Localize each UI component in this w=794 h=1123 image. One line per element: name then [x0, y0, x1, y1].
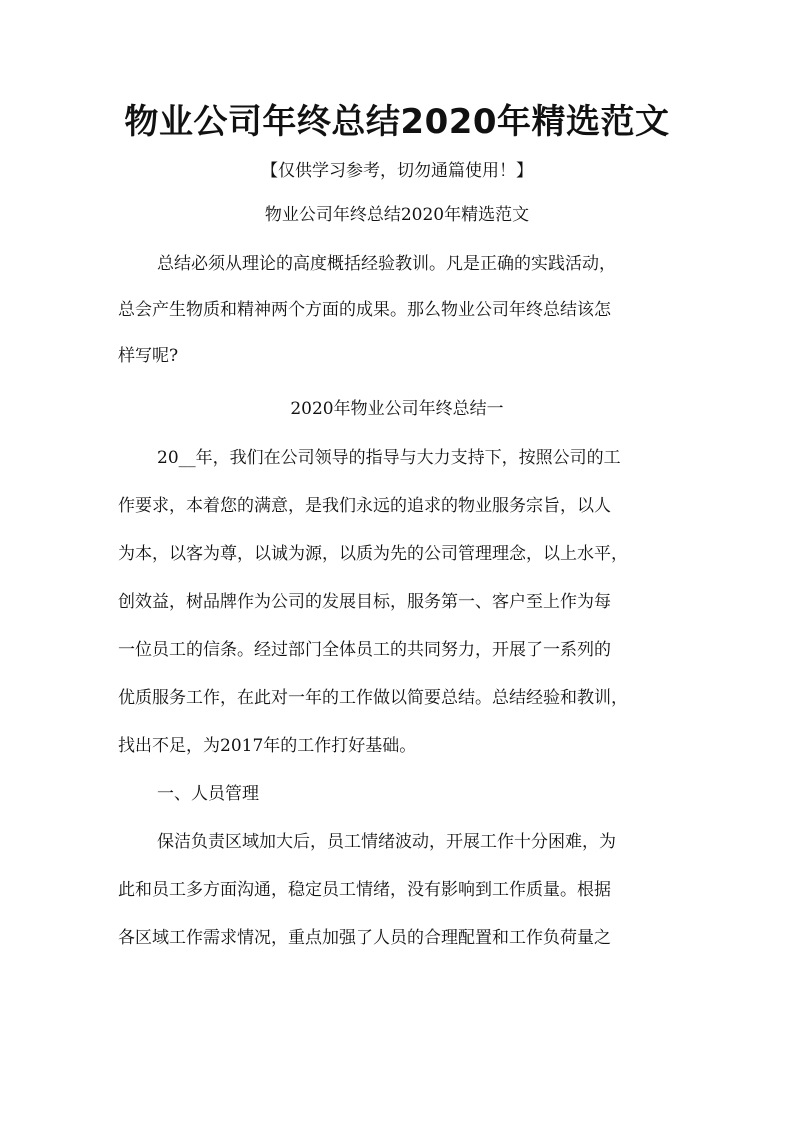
- body-line: 作要求，本着您的满意，是我们永远的追求的物业服务宗旨，以人: [118, 496, 611, 516]
- intro-line: 总会产生物质和精神两个方面的成果。那么物业公司年终总结该怎: [118, 300, 611, 320]
- intro-line: 总结必须从理论的高度概括经验教训。凡是正确的实践活动，: [157, 254, 616, 274]
- heading-text: 一、人员管理: [157, 784, 259, 804]
- body-paragraph: [118, 445, 690, 759]
- personnel-paragraph: [118, 829, 690, 951]
- document-subtitle: 物业公司年终总结2020年精选范文: [264, 205, 530, 225]
- usage-note: 【仅供学习参考，切勿通篇使用！】: [261, 161, 533, 181]
- body-line: 找出不足，为2017年的工作打好基础。: [118, 736, 417, 756]
- section-title: 2020年物业公司年终总结一: [290, 399, 504, 419]
- heading-personnel: [118, 781, 690, 807]
- intro-line: 样写呢?: [118, 346, 179, 366]
- intro-paragraph: [118, 251, 690, 369]
- personnel-line: 各区域工作需求情况，重点加强了人员的合理配置和工作负荷量之: [118, 928, 611, 948]
- body-line: 创效益，树品牌作为公司的发展目标，服务第一、客户至上作为每: [118, 592, 611, 612]
- body-line: 一位员工的信条。经过部门全体员工的共同努力，开展了一系列的: [118, 640, 611, 660]
- personnel-line: 保洁负责区域加大后，员工情绪波动，开展工作十分困难，为: [157, 832, 616, 852]
- body-line: 优质服务工作，在此对一年的工作做以简要总结。总结经验和教训，: [118, 688, 628, 708]
- body-line: 20__年，我们在公司领导的指导与大力支持下，按照公司的工: [157, 448, 621, 468]
- document-title: 物业公司年终总结2020年精选范文: [124, 102, 670, 142]
- body-line: 为本，以客为尊，以诚为源，以质为先的公司管理理念，以上水平，: [118, 544, 628, 564]
- personnel-line: 此和员工多方面沟通，稳定员工情绪，没有影响到工作质量。根据: [118, 880, 611, 900]
